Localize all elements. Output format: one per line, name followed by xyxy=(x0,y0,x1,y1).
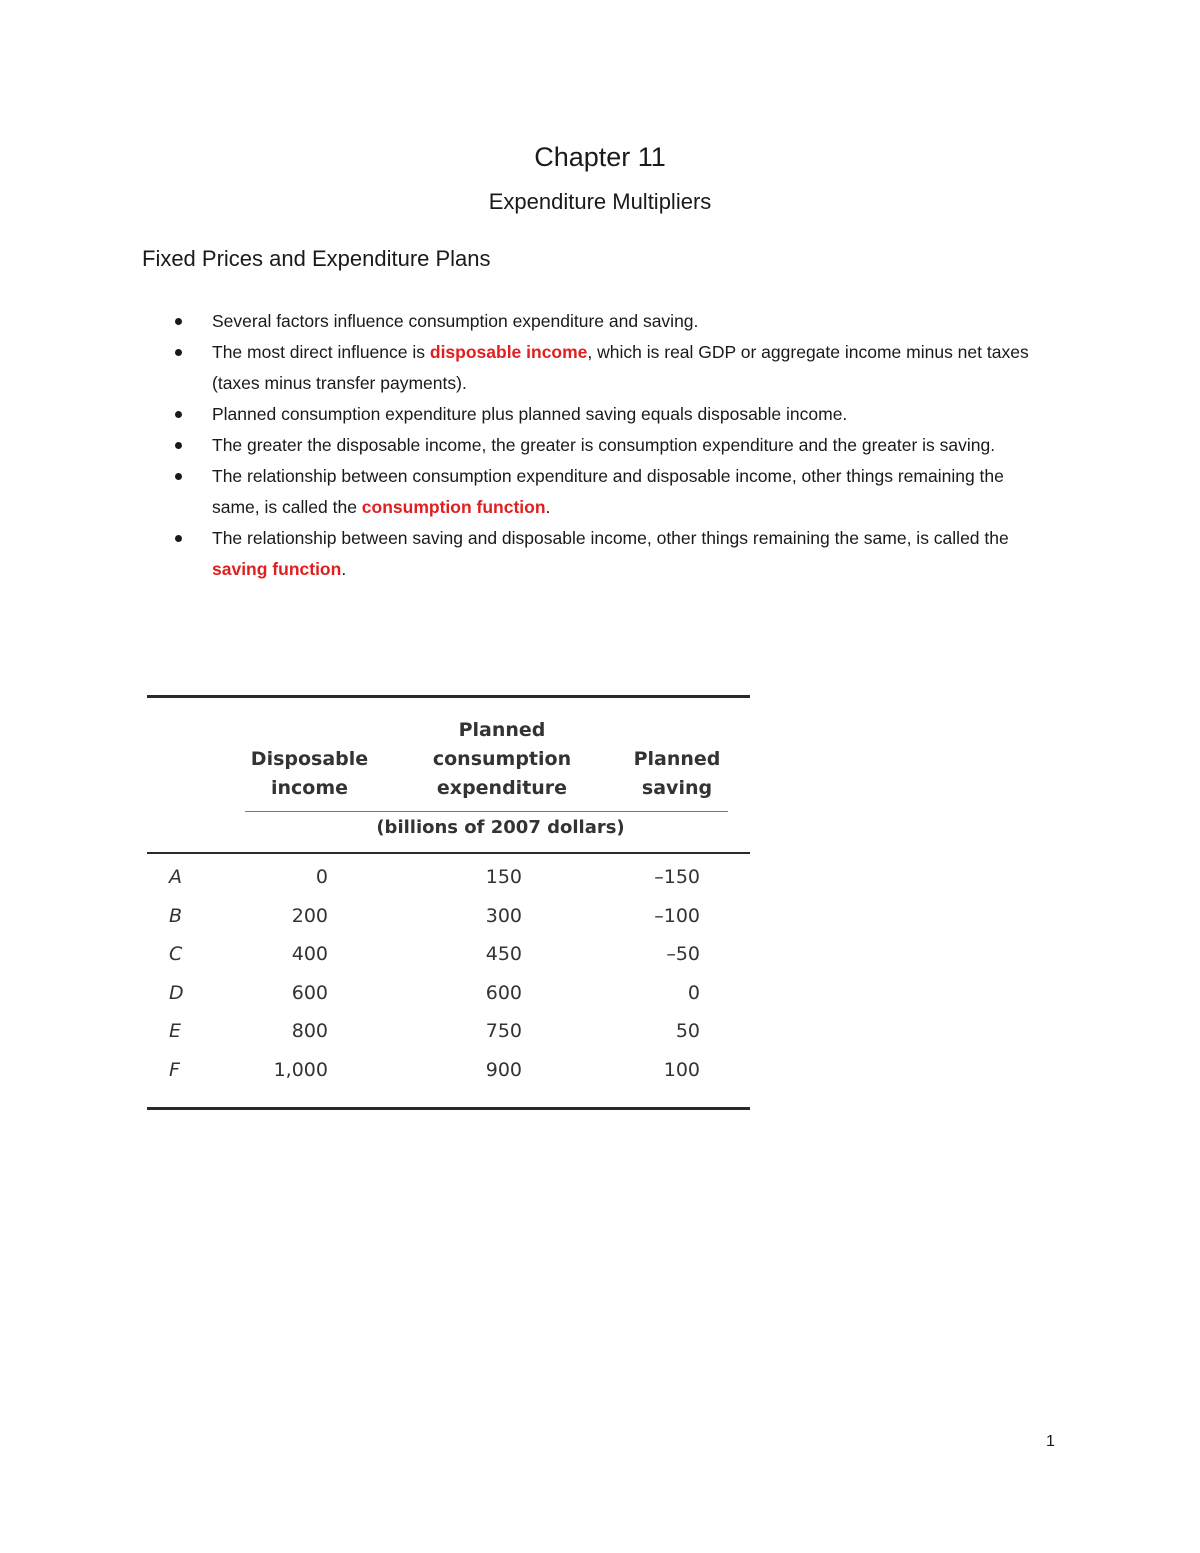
table-row xyxy=(147,1012,750,1050)
header-sub-rule xyxy=(245,811,728,812)
bullet-dot-icon xyxy=(175,318,182,325)
cell-saving: 100 xyxy=(663,1059,700,1081)
row-label: F xyxy=(169,1059,180,1081)
cell-saving: –50 xyxy=(666,943,700,965)
header-planned-saving: Planned saving xyxy=(633,748,721,799)
cell-consumption: 600 xyxy=(485,982,522,1004)
table-row xyxy=(147,974,750,1012)
header-disposable-income: Disposable income xyxy=(250,748,369,799)
bullet-list xyxy=(142,306,1042,585)
bullet-dot-icon xyxy=(175,535,182,542)
cell-consumption: 900 xyxy=(485,1059,522,1081)
bullet-dot-icon xyxy=(175,349,182,356)
chapter-title: Chapter 11 xyxy=(534,142,666,172)
cell-saving: 0 xyxy=(687,982,700,1004)
key-term: consumption function xyxy=(361,497,546,517)
cell-income: 600 xyxy=(291,982,328,1004)
row-label: D xyxy=(169,982,184,1004)
key-term: saving function xyxy=(212,559,342,579)
table-row xyxy=(147,858,750,896)
expenditure-table xyxy=(147,695,750,1113)
table-bottom-rule xyxy=(147,1107,750,1110)
bullet-item: Several factors influence consumption expenditure and saving. xyxy=(142,306,1042,337)
cell-saving: 50 xyxy=(675,1020,700,1042)
bullet-item: The greater the disposable income, the greater is consumption expenditure and the greater is saving. xyxy=(142,430,1042,461)
cell-income: 0 xyxy=(315,866,328,888)
bullet-item: Planned consumption expenditure plus planned saving equals disposable income. xyxy=(142,399,1042,430)
bullet-dot-icon xyxy=(175,411,182,418)
table-row xyxy=(147,1051,750,1089)
cell-consumption: 750 xyxy=(485,1020,522,1042)
table-header-rule xyxy=(147,852,750,854)
bullet-item: The relationship between consumption expenditure and disposable income, other things remaining the same, is called the consumption function. xyxy=(142,461,1042,523)
cell-consumption: 300 xyxy=(485,905,522,927)
row-label: E xyxy=(169,1020,182,1042)
table-top-rule xyxy=(147,695,750,698)
bullet-item: The most direct influence is disposable income, which is real GDP or aggregate income minus net taxes (taxes minus transfer payments). xyxy=(142,337,1042,399)
cell-consumption: 450 xyxy=(485,943,522,965)
table-units: (billions of 2007 dollars) xyxy=(376,817,625,838)
row-label: B xyxy=(169,905,183,927)
chapter-subtitle: Expenditure Multipliers xyxy=(488,189,712,214)
header-planned-consumption: Planned consumption expenditure xyxy=(432,719,572,799)
table-row xyxy=(147,935,750,973)
cell-saving: –150 xyxy=(654,866,700,888)
key-term: disposable income xyxy=(429,342,588,362)
page-number: 1 xyxy=(1046,1433,1055,1450)
bullet-dot-icon xyxy=(175,473,182,480)
section-heading: Fixed Prices and Expenditure Plans xyxy=(142,246,491,271)
row-label: C xyxy=(169,943,183,965)
cell-saving: –100 xyxy=(654,905,700,927)
bullet-item: The relationship between saving and disposable income, other things remaining the same, is called the saving function. xyxy=(142,523,1042,585)
row-label: A xyxy=(169,866,182,888)
cell-consumption: 150 xyxy=(485,866,522,888)
cell-income: 1,000 xyxy=(273,1059,328,1081)
table-row xyxy=(147,897,750,935)
cell-income: 200 xyxy=(291,905,328,927)
cell-income: 400 xyxy=(291,943,328,965)
cell-income: 800 xyxy=(291,1020,328,1042)
bullet-dot-icon xyxy=(175,442,182,449)
